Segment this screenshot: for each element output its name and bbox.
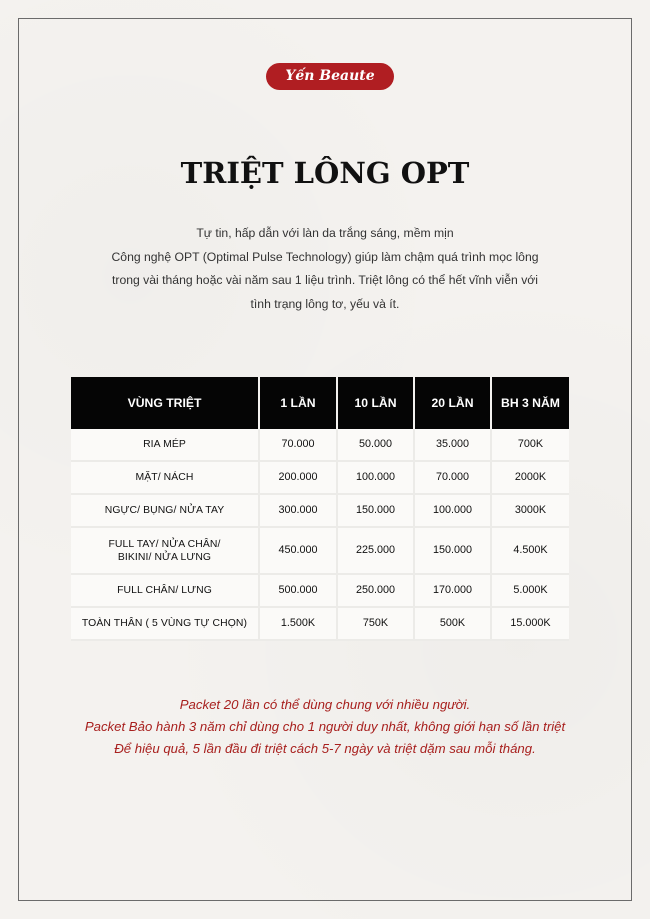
cell-price: 15.000K bbox=[492, 608, 569, 641]
brand-badge: Yến Beaute bbox=[266, 63, 394, 90]
cell-price: 450.000 bbox=[260, 528, 338, 575]
cell-area: TOÀN THÂN ( 5 VÙNG TỰ CHỌN) bbox=[71, 608, 260, 641]
header-warranty-3-years: BH 3 NĂM bbox=[492, 377, 569, 429]
description-line: trong vài tháng hoặc vài năm sau 1 liệu trình. Triệt lông có thể hết vĩnh viễn với bbox=[112, 273, 538, 287]
cell-price: 100.000 bbox=[415, 495, 492, 528]
note-line: Packet Bảo hành 3 năm chỉ dùng cho 1 người duy nhất, không giới hạn số lần triệt bbox=[84, 719, 566, 734]
table-row bbox=[71, 528, 569, 575]
cell-price: 100.000 bbox=[338, 462, 415, 495]
cell-price: 300.000 bbox=[260, 495, 338, 528]
table-row bbox=[71, 495, 569, 528]
cell-area: RIA MÉP bbox=[71, 429, 260, 462]
cell-price: 3000K bbox=[492, 495, 569, 528]
cell-area: NGỰC/ BỤNG/ NỬA TAY bbox=[71, 495, 260, 528]
cell-area: FULL TAY/ NỬA CHÂN/ BIKINI/ NỬA LƯNG bbox=[71, 528, 260, 575]
cell-area: FULL CHÂN/ LƯNG bbox=[71, 575, 260, 608]
cell-price: 4.500K bbox=[492, 528, 569, 575]
note-line: Để hiệu quả, 5 lần đầu đi triệt cách 5-7 ngày và triệt dặm sau mỗi tháng. bbox=[114, 741, 536, 756]
description bbox=[60, 222, 590, 316]
cell-price: 50.000 bbox=[338, 429, 415, 462]
cell-price: 250.000 bbox=[338, 575, 415, 608]
notes bbox=[0, 694, 650, 760]
cell-price: 170.000 bbox=[415, 575, 492, 608]
cell-price: 70.000 bbox=[260, 429, 338, 462]
header-10-sessions: 10 LẦN bbox=[338, 377, 415, 429]
cell-price: 5.000K bbox=[492, 575, 569, 608]
table-row bbox=[71, 575, 569, 608]
note-line: Packet 20 lần có thể dùng chung với nhiều người. bbox=[179, 697, 471, 712]
header-20-sessions: 20 LẦN bbox=[415, 377, 492, 429]
cell-price: 150.000 bbox=[338, 495, 415, 528]
cell-price: 225.000 bbox=[338, 528, 415, 575]
table-row bbox=[71, 608, 569, 641]
cell-price: 1.500K bbox=[260, 608, 338, 641]
page-title: TRIỆT LÔNG OPT bbox=[180, 156, 470, 190]
cell-price: 200.000 bbox=[260, 462, 338, 495]
table-header-row bbox=[71, 377, 569, 429]
cell-price: 150.000 bbox=[415, 528, 492, 575]
header-1-session: 1 LẦN bbox=[260, 377, 338, 429]
cell-price: 35.000 bbox=[415, 429, 492, 462]
cell-price: 750K bbox=[338, 608, 415, 641]
cell-price: 500.000 bbox=[260, 575, 338, 608]
description-line: tình trạng lông tơ, yếu và ít. bbox=[250, 296, 400, 311]
table-row bbox=[71, 429, 569, 462]
cell-price: 700K bbox=[492, 429, 569, 462]
price-table bbox=[71, 377, 569, 641]
cell-price: 2000K bbox=[492, 462, 569, 495]
cell-area: MẶT/ NÁCH bbox=[71, 462, 260, 495]
header-area: VÙNG TRIỆT bbox=[71, 377, 260, 429]
description-line: Công nghệ OPT (Optimal Pulse Technology) giúp làm chậm quá trình mọc lông bbox=[111, 249, 539, 264]
description-line: Tự tin, hấp dẫn với làn da trắng sáng, mềm mịn bbox=[196, 226, 454, 240]
cell-price: 500K bbox=[415, 608, 492, 641]
table-row bbox=[71, 462, 569, 495]
cell-price: 70.000 bbox=[415, 462, 492, 495]
